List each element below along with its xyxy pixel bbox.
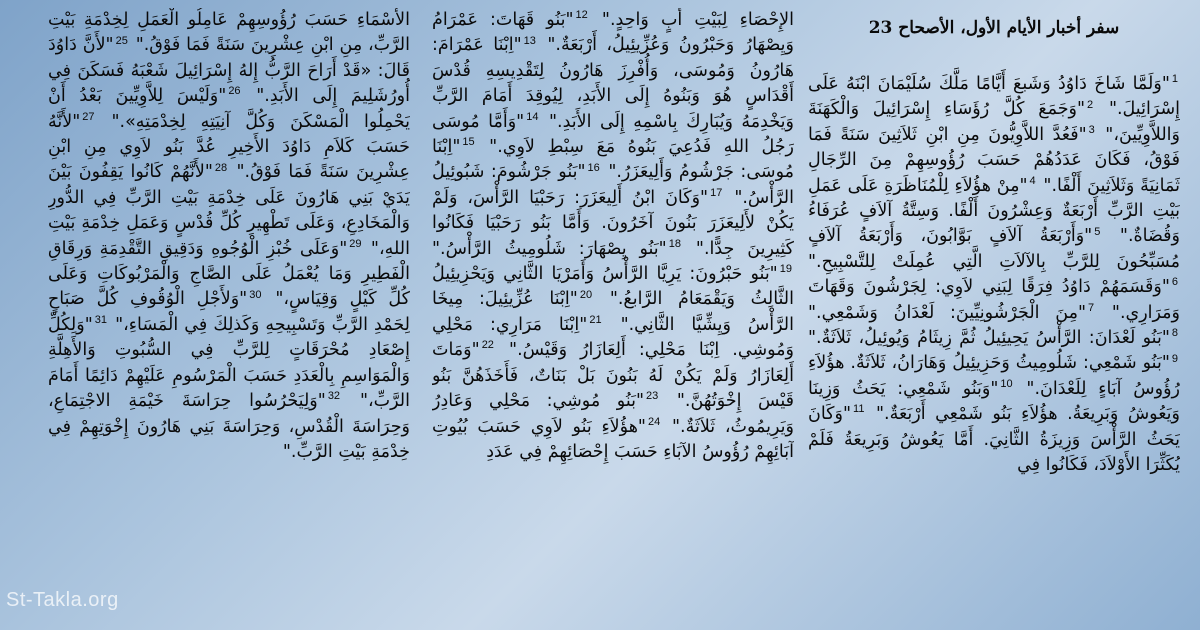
verse-text: الإِحْصَاءِ لِبَيْتِ أَبٍ وَاحِدٍ." [601, 10, 794, 30]
verse-text: "وَعَلَى خُبْزِ الْوُجُوهِ وَدَقِيقِ التَّقْدِمَةِ وَرِقَاقِ الْفَطِيرِ وَمَا يُعْمَلُ عَلَى الصَّاجِ وَالْمَرْبُوكَاتِ وَعَلَى كُلِّ كَيْلٍ وَقِيَاسٍ،" [48, 238, 410, 310]
verse-number: 31 [94, 314, 107, 327]
verse-text: الأَسْمَاءِ حَسَبَ رُؤُوسِهِمْ عَامِلُو الْعَمَلِ لِخِدْمَةِ بَيْتِ الرَّبِّ، مِنِ ابْنِ عِشْرِينَ سَنَةً فَمَا فَوْقُ." [48, 10, 410, 56]
verse-number: 19 [779, 263, 792, 276]
verse-text: "وَجَمَعَ كُلَّ رُؤَسَاءِ إِسْرَائِيلَ وَالْكَهَنَةَ وَاللاَّوِيِّينَ،" [808, 99, 1180, 145]
verse-text: "فَعُدَّ اللاَّوِيُّونَ مِنِ ابْنِ ثَلاَثِينَ سَنَةً فَمَا فَوْقُ، فَكَانَ عَدَدُهُمْ حَسَبَ رُؤُوسِهِمْ مِنَ الرِّجَالِ ثَمَانِيَةً وَثَلاَثِينَ أَلْفًا." [808, 124, 1180, 196]
verses-middle [432, 10, 794, 462]
verse-text: "وَلِيَحْرُسُوا حِرَاسَةَ خَيْمَةِ الاجْتِمَاعِ، وَحِرَاسَةَ الْقُدْسِ، وَحِرَاسَةَ بَنِي هَارُونَ إِخْوَتِهِمْ فِي خِدْمَةِ بَيْتِ الرَّبِّ." [48, 391, 410, 462]
site-watermark: St-Takla.org [6, 589, 119, 611]
verse-text: "لأَنَّهُ حَسَبَ كَلاَمِ دَاوُدَ الأَخِيرِ عُدَّ بَنُو لاَوِي مِنِ ابْنِ عِشْرِينَ سَنَةً فَمَا فَوْقُ." [48, 111, 410, 183]
verse-text: "وَكَانَ يَحَثُ الرَّأْسَ وَزِيزَةُ الثَّانِيَ. أَمَّا يَعُوشُ وَبَرِيعَةُ فَلَمْ يُكَثِّرَا الأَوْلاَدَ، فَكَانُوا فِي [808, 404, 1180, 476]
verse-number: 1 [1171, 73, 1178, 86]
verse-text: "اِبْنَا مَرَارِي: مَحْلِي وَمُوشِي. اِبْنَا مَحْلِي: أَلِعَازَارُ وَقَيْسُ." [432, 314, 794, 361]
verse-text: "اِبْنَا مُوسَى: جَرْشُومُ وَأَلِيعَزَرُ." [432, 137, 794, 183]
verse-number: 12 [575, 9, 588, 22]
verse-number: 5 [1094, 225, 1101, 238]
verse-text: "بَنُو جَرْشُومَ: شَبُوئِيلُ الرَّأْسُ." [432, 162, 794, 208]
verse-number: 14 [526, 110, 539, 123]
verse-text: "بَنُو قَهَاتَ: عَمْرَامُ وَيِصْهَارُ وَحَبْرُونُ وَعُزِّيئِيلُ، أَرْبَعَةٌ." [432, 10, 794, 56]
verse-number: 29 [349, 237, 362, 250]
verse-number: 27 [82, 110, 95, 123]
verse-text: "مِنْ هؤُلاَءِ لِلْمُنَاظَرَةِ عَلَى عَمَلِ بَيْتِ الرَّبِّ أَرْبَعَةٌ وَعِشْرُونَ أَلْفًا. وَسِتَّةُ آلاَفٍ عُرَفَاءُ وَقُضَاةٌ." [808, 175, 1180, 247]
verse-number: 17 [710, 187, 723, 200]
verses-right [808, 74, 1180, 475]
verse-text: "وَكَانَ ابْنُ أَلِيعَزَرَ: رَحَبْيَا الرَّأْسَ، وَلَمْ يَكُنْ لأَلِيعَزَرَ بَنُونَ آخَرُونَ. وَأَمَّا بَنُو رَحَبْيَا فَكَانُوا كَثِيرِينَ جِدًّا." [432, 187, 794, 259]
verse-number: 11 [853, 403, 865, 416]
verse-number: 16 [587, 161, 600, 174]
verse-number: 2 [1087, 98, 1094, 111]
verse-number: 15 [462, 136, 475, 149]
verse-text: "وَلأَجْلِ الْوُقُوفِ كُلَّ صَبَاحٍ لِحَمْدِ الرَّبِّ وَتَسْبِيحِهِ وَكَذلِكَ فِي الْمَسَاءِ،" [48, 289, 410, 335]
verse-number: 7 [1088, 301, 1095, 314]
verse-number: 26 [228, 85, 241, 98]
verse-number: 10 [1000, 378, 1013, 391]
column-left [48, 8, 410, 620]
verse-text: "وَلَمَّا شَاخَ دَاوُدُ وَشَبعَ أَيَّامًا مَلَّكَ سُلَيْمَانَ ابْنَهُ عَلَى إِسْرَائِيلَ." [808, 74, 1180, 120]
verse-text: "وَأَرْبَعَةُ آلاَفٍ بَوَّابُونَ، وَأَرْبَعَةُ آلاَفٍ مُسَبِّحُونَ لِلرَّبِّ بِالآلاَتِ الَّتِي عُمِلَتْ لِلتَّسْبِيحِ." [808, 226, 1180, 272]
verse-text: "بَنُو يِصْهَارَ: شَلُومِيثُ الرَّأْسُ." [432, 238, 667, 259]
verse-number: 30 [249, 288, 262, 301]
page-title: سفر أخبار الأيام الأول، الأصحاح 23 [868, 18, 1120, 38]
column-middle [432, 8, 794, 620]
verse-text: "بَنُو حَبْرُونَ: يَرِيَّا الرَّأْسُ وَأَمَرْيَا الثَّانِي وَيَحْزِيئِيلُ الثَّالِثُ وَيَقْمَعَامُ الرَّابعُ." [432, 264, 794, 310]
verse-number: 21 [589, 314, 602, 327]
verse-text: "اِبْنَا عُزِّيئِيلَ: مِيخَا الرَّأْسُ وَيِشِّيَّا الثَّانِي." [432, 289, 794, 335]
verse-text: "وَبَنُو شَمْعِي: يَحَثُ وَزِينَا وَيَعُوشُ وَبَرِيعَةُ. هؤُلاَءِ بَنُو شَمْعِي أَرْبَعَةٌ." [808, 378, 1180, 425]
verse-number: 4 [1029, 174, 1036, 187]
verse-number: 28 [214, 161, 228, 174]
verse-text: "لأَنَّهُمْ كَانُوا يَقِفُونَ بَيْنَ يَدَيْ بَنِي هَارُونَ عَلَى خِدْمَةِ بَيْتِ الرَّبِّ فِي الدُّورِ وَالْمَخَادِعِ، وَعَلَى تَطْهِيرِ كُلِّ قُدْسٍ وَعَمَلِ خِدْمَةِ بَيْتِ اللهِ،" [48, 162, 410, 259]
verse-number: 3 [1088, 123, 1095, 136]
verse-number: 9 [1171, 352, 1178, 365]
verse-text: "وَأَمَّا مُوسَى رَجُلُ اللهِ فَدُعِيَ بَنُوهُ مَعَ سِبْطِ لاَوِي." [432, 111, 794, 158]
verse-number: 13 [523, 34, 536, 47]
verse-number: 32 [327, 390, 341, 403]
verse-number: 18 [668, 237, 681, 250]
verse-number: 25 [115, 34, 128, 47]
verse-text: "هؤُلاَءِ بَنُو لاَوِي حَسَبَ بُيُوتِ آبَائِهِمْ رُؤُوسُ الآبَاءِ حَسَبَ إِحْصَائِهِمْ فِي عَدَدِ [432, 416, 794, 462]
verse-number: 20 [579, 288, 593, 301]
verse-text: "اِبْنَا عَمْرَامَ: هَارُونُ وَمُوسَى، وَأُفْرِزَ هَارُونُ لِتَقْدِيسِهِ قُدْسَ أَقْدَاسٍ هُوَ وَبَنُوهُ إِلَى الأَبَدِ، لِيُوقِدَ أَمَامَ الرَّبِّ وَيَخْدِمَهُ وَيُبَارِكَ بِاسْمِهِ إِلَى الأَبَدِ." [432, 35, 794, 132]
verse-text: "لأَنَّ دَاوُدَ قَالَ: «قَدْ أَرَاحَ الرَّبُّ إِلهُ إِسْرَائِيلَ شَعْبَهُ فَسَكَنَ فِي أُورُشَلِيمَ إِلَى الأَبَدِ." [48, 35, 410, 107]
column-right [808, 8, 1180, 620]
verses-left [48, 10, 410, 462]
verse-text: "وَمَاتَ أَلِعَازَارُ وَلَمْ يَكُنْ لَهُ بَنُونَ بَلْ بَنَاتٌ، فَأَخَذَهُنَّ بَنُو قَيْسَ إِخْوَتُهُنَّ." [432, 340, 794, 412]
verse-number: 8 [1171, 327, 1178, 340]
verse-text: "وَلِكُلِّ إِصْعَادِ مُحْرَقَاتٍ لِلرَّبِّ فِي السُّبُوتِ وَالأَهِلَّةِ وَالْمَوَاسِمِ بِالْعَدَدِ حَسَبَ الْمَرْسُومِ عَلَيْهِمْ دَائِمًا أَمَامَ الرَّبِّ،" [48, 314, 410, 412]
verse-text: "بَنُو لَعْدَانَ: الرَّأْسُ يَحِيئِيلُ ثُمَّ زِيثَامُ وَيُوئِيلُ، ثَلاَثَةٌ." [808, 328, 1170, 349]
verse-text: "بَنُو شَمْعِي: شَلُومِيثُ وَحَزِيئِيلُ وَهَارَانُ، ثَلاَثَةٌ. هؤُلاَءِ رُؤُوسُ آبَاءٍ لِلَعْدَانَ." [808, 353, 1180, 399]
verse-number: 23 [646, 390, 659, 403]
verse-number: 22 [481, 339, 494, 352]
verse-text: "وَقَسَمَهُمْ دَاوُدُ فِرَقًا لِبَنِي لاَوِي: لِجَرْشُونَ وَقَهَاتَ وَمَرَارِي." [808, 277, 1180, 323]
verse-text: "مِنَ الْجَرْشُونِيِّينَ: لَعْدَانُ وَشَمْعِي." [808, 302, 1087, 323]
verse-number: 24 [647, 415, 661, 428]
verse-text: "وَلَيْسَ لِلاَّوِيِّينَ بَعْدُ أَنْ يَحْمِلُوا الْمَسْكَنَ وَكُلَّ آنِيَتِهِ لِخِدْمَتِهِ»." [48, 86, 410, 132]
verse-text: "بَنُو مُوشِي: مَحْلِي وَعَادِرُ وَيَرِيمُوثُ، ثَلاَثَةٌ." [432, 391, 794, 437]
verse-number: 6 [1171, 276, 1178, 289]
